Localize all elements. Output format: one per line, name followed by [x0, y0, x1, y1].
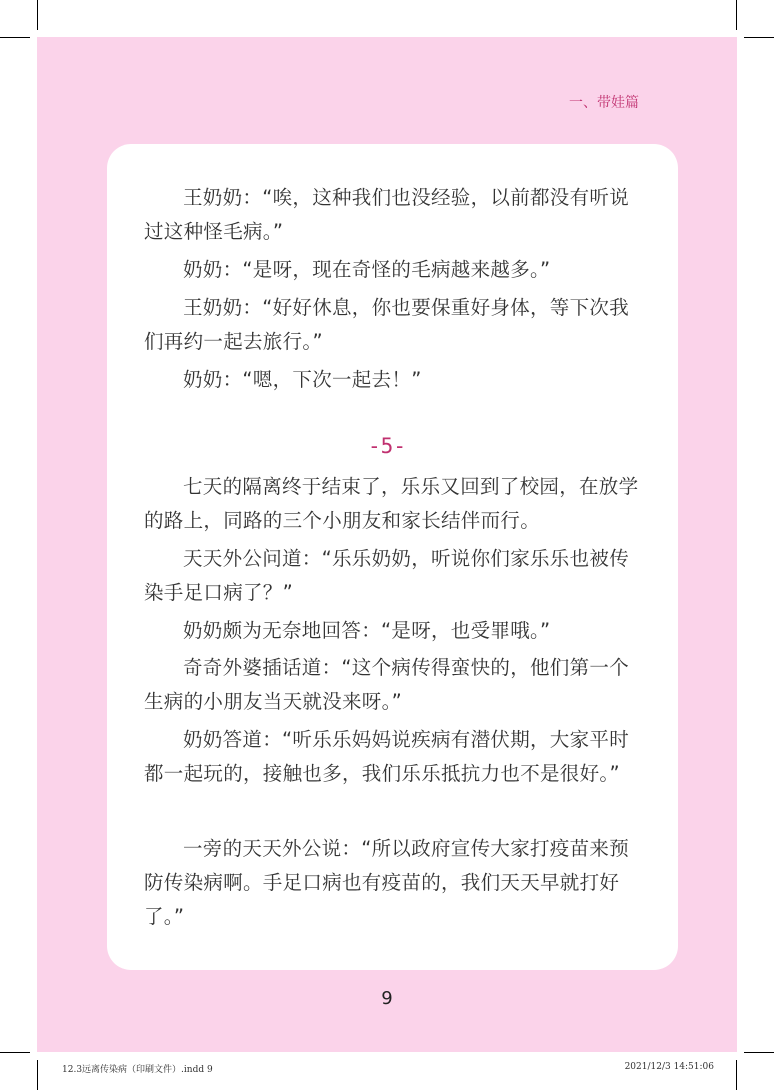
paragraph: 七天的隔离终于结束了，乐乐又回到了校园，在放学的路上，同路的三个小朋友和家长结伴而行。 — [144, 475, 639, 532]
chapter-header: 一、带娃篇 — [569, 95, 639, 111]
paragraph: 奶奶：“嗯，下次一起去！” — [183, 368, 422, 391]
footer-timestamp: 2021/12/3 14:51:06 — [624, 1062, 714, 1072]
crop-mark — [0, 1052, 30, 1053]
paragraph: 天天外公问道：“乐乐奶奶，听说你们家乐乐也被传染手足口病了？” — [144, 547, 630, 604]
crop-mark — [37, 1060, 38, 1090]
paragraph: 王奶奶：“唉，这种我们也没经验，以前都没有听说过这种怪毛病。” — [144, 186, 630, 243]
paragraph: 奇奇外婆插话道：“这个病传得蛮快的，他们第一个生病的小朋友当天就没来呀。” — [144, 656, 630, 713]
paragraph: 奶奶答道：“听乐乐妈妈说疾病有潜伏期，大家平时都一起玩的，接触也多，我们乐乐抵抗力也不是很好。” — [144, 728, 630, 785]
paragraph: 王奶奶：“好好休息，你也要保重好身体，等下次我们再约一起去旅行。” — [144, 296, 630, 353]
crop-mark — [37, 0, 38, 30]
page-number: 9 — [381, 988, 393, 1009]
crop-mark — [0, 37, 30, 38]
crop-mark — [744, 1052, 774, 1053]
section-number: -5- — [368, 434, 406, 458]
crop-mark — [736, 1060, 737, 1090]
paragraph: 奶奶颇为无奈地回答：“是呀，也受罪哦。” — [183, 619, 551, 642]
paragraph: 奶奶：“是呀，现在奇怪的毛病越来越多。” — [183, 258, 551, 281]
paragraph: 一旁的天天外公说：“所以政府宣传大家打疫苗来预防传染病啊。手足口病也有疫苗的，我们天天早就打好了。” — [144, 837, 630, 928]
footer-file-info: 12.3远离传染病（印刷文件）.indd 9 — [62, 1065, 213, 1075]
crop-mark — [744, 37, 774, 38]
crop-mark — [736, 0, 737, 30]
